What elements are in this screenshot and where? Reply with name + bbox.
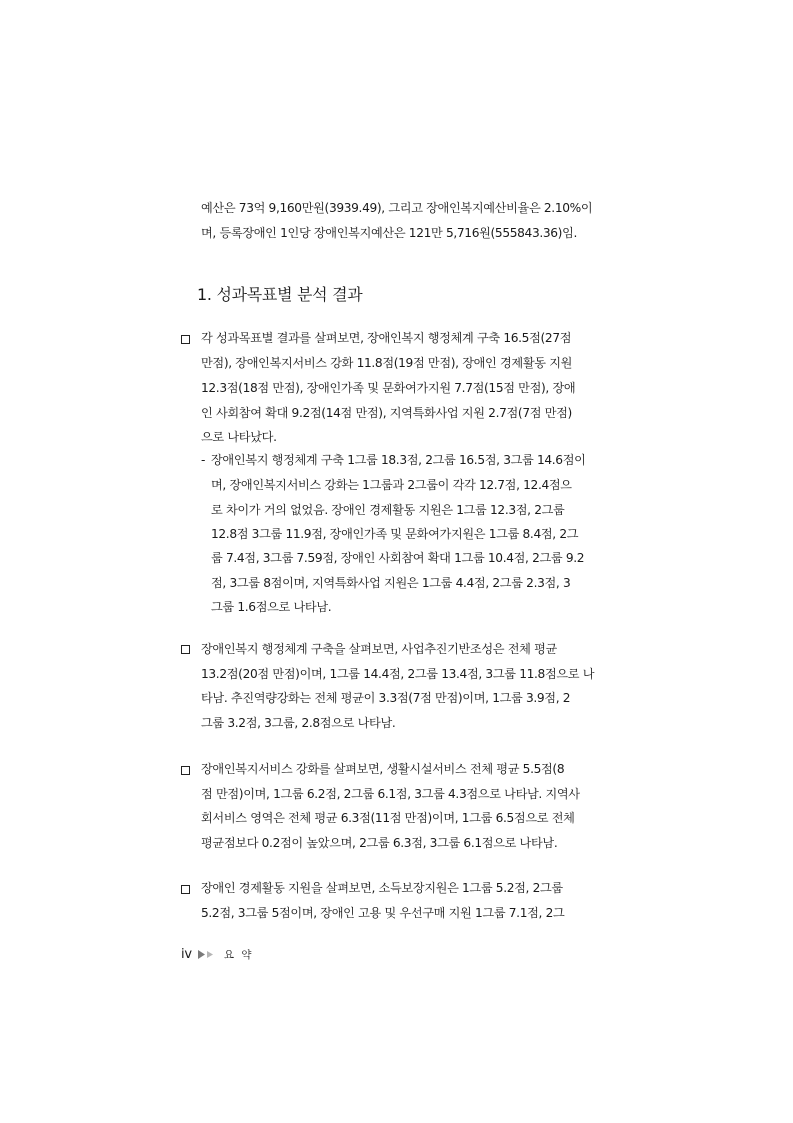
double-triangle-right-icon — [198, 950, 216, 959]
page-number: iv — [181, 946, 192, 962]
page-footer — [181, 944, 254, 964]
footer-section-label: 요 약 — [223, 948, 254, 961]
paragraph-3-line-1: 장애인복지서비스 강화를 살펴보면, 생활시설서비스 전체 평균 5.5점(8 — [201, 762, 565, 776]
bullet-square-icon — [181, 335, 190, 344]
bullet-square-icon — [181, 766, 190, 775]
paragraph-1-line-4: 인 사회참여 확대 9.2점(14점 만점), 지역특화사업 지원 2.7점(7점 만점) — [201, 406, 572, 420]
sub-item-line-5: 룹 7.4점, 3그룹 7.59점, 장애인 사회참여 확대 1그룹 10.4점, 2그룹 9.2 — [211, 551, 585, 565]
bullet-square-icon — [181, 645, 190, 654]
paragraph-1-line-5: 으로 나타났다. — [201, 430, 277, 444]
paragraph-2-line-4: 그룹 3.2점, 3그룹, 2.8점으로 나타남. — [201, 716, 396, 730]
bullet-square-icon — [181, 885, 190, 894]
paragraph-3-line-4: 평균점보다 0.2점이 높았으며, 2그룹 6.3점, 3그룹 6.1점으로 나타남. — [201, 836, 558, 850]
paragraph-2-line-3: 타남. 추진역량강화는 전체 평균이 3.3점(7점 만점)이며, 1그룹 3.9점, 2 — [201, 691, 571, 705]
sub-item-line-4: 12.8점 3그룹 11.9점, 장애인가족 및 문화여가지원은 1그룹 8.4점, 2그 — [211, 527, 579, 541]
sub-item-line-3: 로 차이가 거의 없었음. 장애인 경제활동 지원은 1그룹 12.3점, 2그룹 — [211, 503, 565, 517]
paragraph-2-line-2: 13.2점(20점 만점)이며, 1그룹 14.4점, 2그룹 13.4점, 3그룹 11.8점으로 나 — [201, 667, 595, 681]
section-heading: 1. 성과목표별 분석 결과 — [197, 285, 363, 304]
paragraph-1-line-2: 만점), 장애인복지서비스 강화 11.8점(19점 만점), 장애인 경제활동 지원 — [201, 356, 573, 370]
paragraph-3-line-2: 점 만점)이며, 1그룹 6.2점, 2그룹 6.1점, 3그룹 4.3점으로 나타남. 지역사 — [201, 787, 580, 801]
sub-item-line-6: 점, 3그룹 8점이며, 지역특화사업 지원은 1그룹 4.4점, 2그룹 2.3점, 3 — [211, 576, 571, 590]
paragraph-1-line-1: 각 성과목표별 결과를 살펴보면, 장애인복지 행정체계 구축 16.5점(27점 — [201, 331, 572, 345]
sub-item-line-1: 장애인복지 행정체계 구축 1그룹 18.3점, 2그룹 16.5점, 3그룹 14.6점이 — [211, 453, 586, 467]
paragraph-4-line-1: 장애인 경제활동 지원을 살펴보면, 소득보장지원은 1그룹 5.2점, 2그룹 — [201, 881, 563, 895]
sub-item-line-7: 그룹 1.6점으로 나타남. — [211, 600, 332, 614]
intro-line-1: 예산은 73억 9,160만원(3939.49), 그리고 장애인복지예산비율은 2.10%이 — [201, 201, 593, 215]
paragraph-2-line-1: 장애인복지 행정체계 구축을 살펴보면, 사업추진기반조성은 전체 평균 — [201, 642, 557, 656]
paragraph-1-line-3: 12.3점(18점 만점), 장애인가족 및 문화여가지원 7.7점(15점 만점), 장애 — [201, 381, 576, 395]
sub-item-dash: - — [201, 453, 206, 467]
intro-line-2: 며, 등록장애인 1인당 장애인복지예산은 121만 5,716원(555843.36)임. — [201, 226, 578, 240]
sub-item-line-2: 며, 장애인복지서비스 강화는 1그룹과 2그룹이 각각 12.7점, 12.4점으 — [211, 478, 572, 492]
paragraph-4-line-2: 5.2점, 3그룹 5점이며, 장애인 고용 및 우선구매 지원 1그룹 7.1점, 2그 — [201, 906, 565, 920]
paragraph-3-line-3: 회서비스 영역은 전체 평균 6.3점(11점 만점)이며, 1그룹 6.5점으로 전체 — [201, 811, 575, 825]
